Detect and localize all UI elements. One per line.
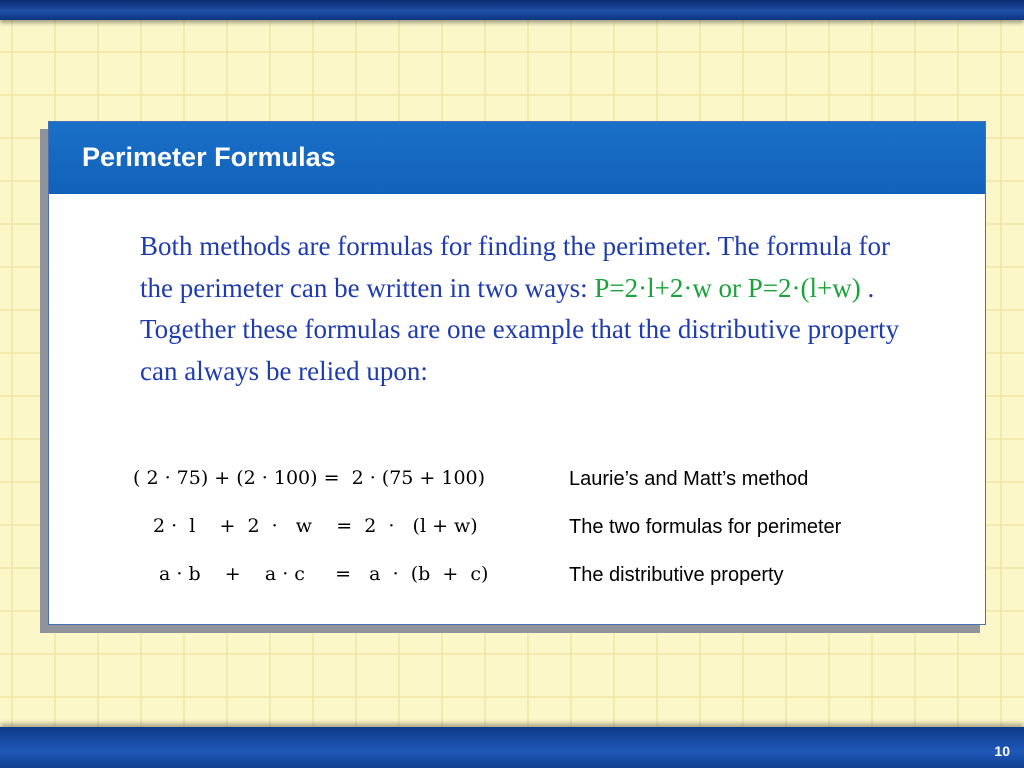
equation-desc-2: The two formulas for perimeter bbox=[569, 516, 842, 538]
body-text-before: Both methods are formulas for finding the perimeter. The formula for the perimeter can be written in two ways: bbox=[140, 231, 891, 303]
slide-title: Perimeter Formulas bbox=[82, 142, 336, 172]
content-panel bbox=[48, 121, 986, 625]
body-text-after: . Together these formulas are one example that the distributive property can always be relied upon: bbox=[140, 272, 900, 386]
equation-row-1: ( 2 · 75) + (2 · 100) = 2 · (75 + 100) bbox=[133, 467, 486, 489]
equation-desc-1: Laurie’s and Matt’s method bbox=[569, 468, 809, 490]
body-paragraph bbox=[140, 226, 920, 392]
equation-row-3: a · b + a · c = a · (b + c) bbox=[159, 563, 489, 585]
panel-header bbox=[49, 122, 985, 194]
equation-row-2: 2 · l + 2 · w = 2 · (l + w) bbox=[153, 515, 478, 537]
perimeter-formula: P=2·l+2·w or P=2·(l+w) bbox=[594, 272, 861, 303]
bottom-bar bbox=[0, 727, 1024, 768]
page-number: 10 bbox=[994, 743, 1010, 759]
equation-desc-3: The distributive property bbox=[569, 564, 784, 586]
top-bar bbox=[0, 0, 1024, 20]
